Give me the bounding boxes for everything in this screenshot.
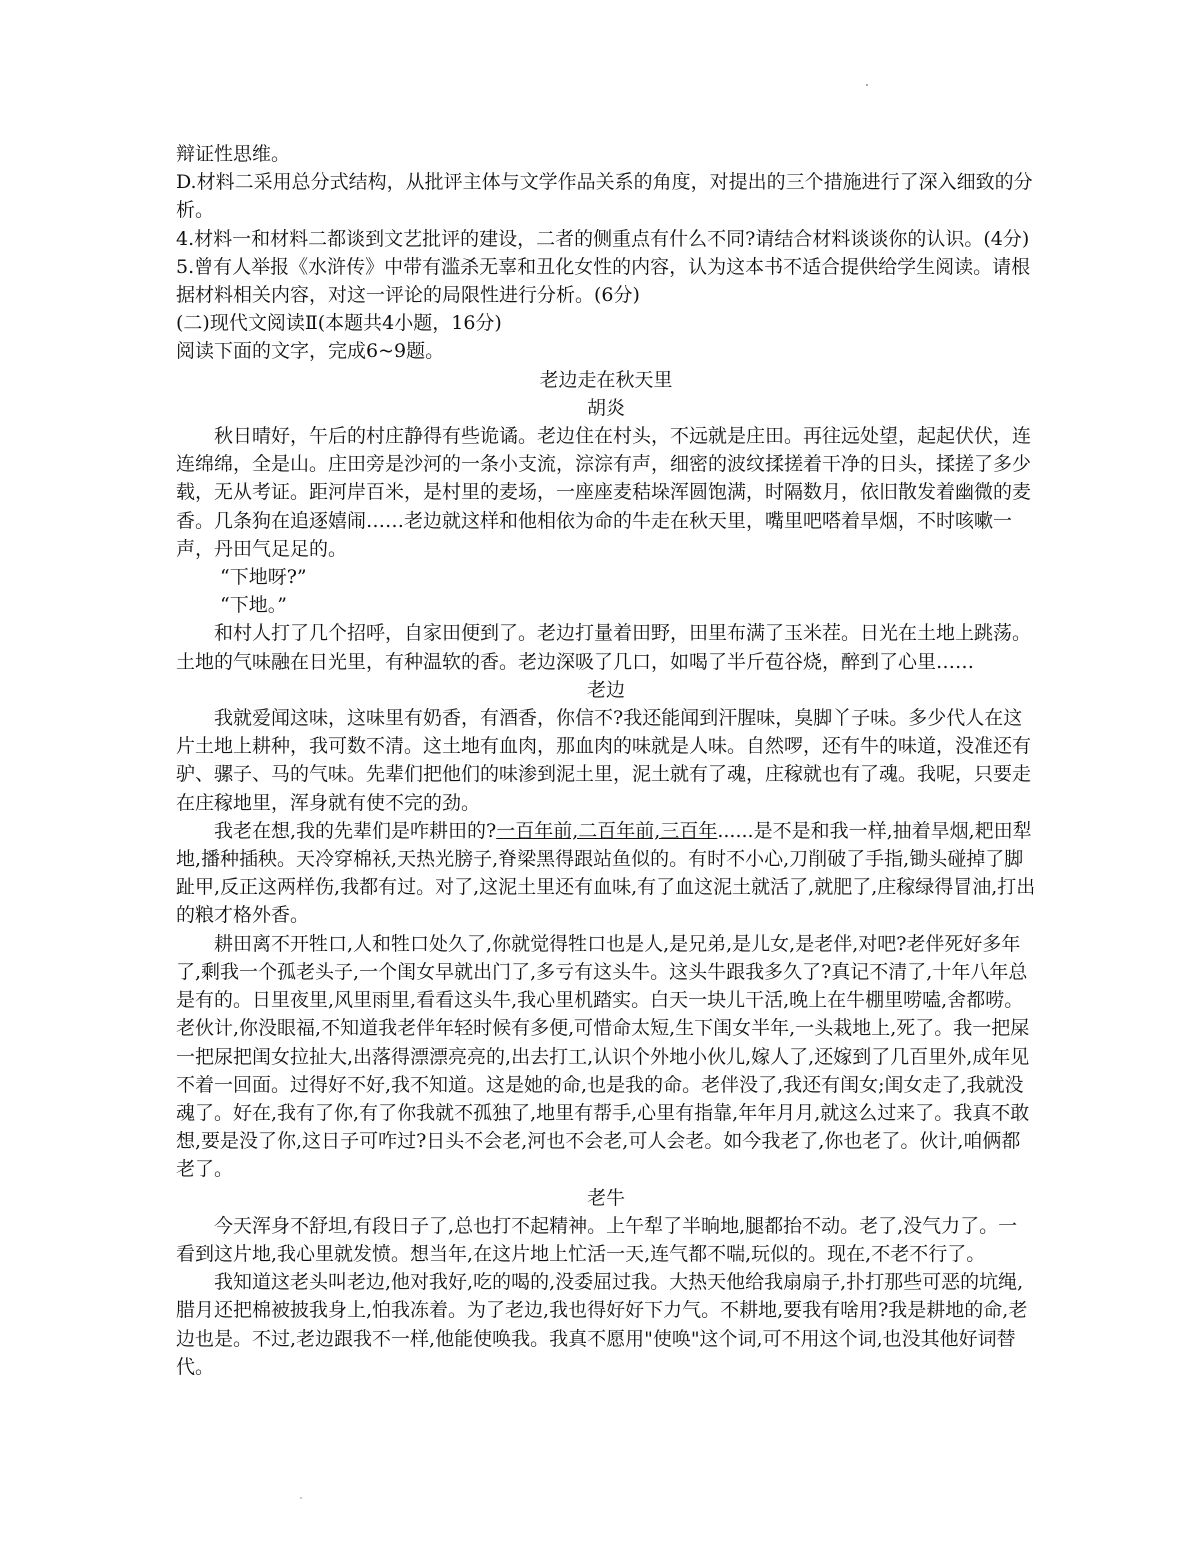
question-5: 5.曾有人举报《水浒传》中带有滥杀无辜和丑化女性的内容，认为这本书不适合提供给学生阅读。请根据材料相关内容，对这一评论的局限性进行分析。(6分) [176,255,1031,307]
scan-speck [866,84,868,86]
scan-speck [300,1497,302,1499]
story-paragraph-6: 今天浑身不舒坦,有段日子了,总也打不起精神。上午犁了半晌地,腿都抬不动。老了,没气力了。一看到这片地,我心里就发愤。想当年,在这片地上忙活一天,连气都不喘,玩似的。现在,不老不行了。 [176,1214,1018,1265]
story-title: 老边走在秋天里 [539,368,673,391]
document-page [176,140,1036,1381]
story-paragraph-5: 耕田离不开牲口,人和牲口处久了,你就觉得牲口也是人,是兄弟,是儿女,是老伴,对吧?老伴死好多年了,剩我一个孤老头子,一个闺女早就出门了,多亏有这头牛。这头牛跟我多久了?真记不清了,十年八年总是有的。日里夜里,风里雨里,看看这头牛,我心里机踏实。白天一块儿干活,晚上在牛棚里唠嗑,舍都唠。老伙计,你没眼福,不知道我老伴年轻时候有多便,可惜命太短,生下闺女半年,一头栽地上,死了。我一把屎一把尿把闺女拉扯大,出落得漂漂亮亮的,出去打工,认识个外地小伙儿,嫁人了,还嫁到了几百里外,成年见不着一回面。过得好不好,我不知道。这是她的命,也是我的命。老伴没了,我还有闺女;闺女走了,我就没魂了。好在,我有了你,有了你我就不孤独了,地里有帮手,心里有指靠,年年月月,就这么过来了。我真不敢想,要是没了你,这日子可咋过?日头不会老,河也不会老,可人会老。如今我老了,你也老了。伙计,咱俩都老了。 [176,932,1030,1181]
dialogue-line-2: “下地。” [220,594,287,617]
story-paragraph-3: 我就爱闻这味，这味里有奶香，有酒香，你信不?我还能闻到汗腥味，臭脚丫子味。多少代人在这片土地上耕种，我可数不清。这土地有血肉，那血肉的味就是人味。自然啰，还有牛的味道，没准还有驴、骡子、马的气味。先辈们把他们的味渗到泥土里，泥土就有了魂，庄稼就也有了魂。我呢，只要走在庄稼地里，浑身就有使不完的劲。 [176,707,1032,814]
option-d: D.材料二采用总分式结构，从批评主体与文学作品关系的角度，对提出的三个措施进行了深入细致的分析。 [176,171,1033,222]
subheading-laoniu: 老牛 [586,1186,625,1209]
story-paragraph-2: 和村人打了几个招呼，自家田便到了。老边打量着田野，田里布满了玉米茬。日光在土地上跳荡。土地的气味融在日光里，有种温软的香。老边深吸了几口，如喝了半斤苞谷烧，醉到了心里…… [176,622,1032,673]
paragraph-4-rest: ......是不是和我一样,抽着旱烟,耙田犁地,播种插秧。天冷穿棉袄,天热光膀子,脊梁黑得跟站鱼似的。有时不小心,刀削破了手指,锄头碰掉了脚趾甲,反正这两样伤,我都有过。对了,这泥土里还有血味,有了血这泥土就活了,就肥了,庄稼绿得冒油,打出的粮才格外香。 [176,819,1036,927]
story-author: 胡炎 [586,396,625,419]
story-paragraph-1: 秋日晴好，午后的村庄静得有些诡谲。老边住在村头，不远就是庄田。再往远处望，起起伏伏，连连绵绵，全是山。庄田旁是沙河的一条小支流，淙淙有声，细密的波纹揉搓着干净的日头，揉搓了多少载，无从考证。距河岸百米，是村里的麦场，一座座麦秸垛浑圆饱满，时隔数月，依旧散发着幽微的麦香。几条狗在追逐嬉闹……老边就这样和他相依为命的牛走在秋天里，嘴里吧嗒着旱烟，不时咳嗽一声，丹田气足足的。 [176,425,1032,560]
story-paragraph-4 [176,817,1036,930]
section-heading: (二)现代文阅读Ⅱ(本题共4小题，16分) [176,312,502,335]
paragraph-4-start: 我老在想,我的先辈们是咋耕田的? [214,819,497,842]
subheading-laobian: 老边 [586,678,625,701]
story-paragraph-7: 我知道这老头叫老边,他对我好,吃的喝的,没委屈过我。大热天他给我扇扇子,扑打那些可恶的坑绳,腊月还把棉被披我身上,怕我冻着。为了老边,我也得好好下力气。不耕地,要我有啥用?我是耕地的命,老边也是。不过,老边跟我不一样,他能使唤我。我真不愿用"使唤"这个词,可不用这个词,也没其他好词替代。 [176,1271,1028,1378]
underlined-phrase: 一百年前,二百年前,三百年 [496,819,718,842]
reading-instruction: 阅读下面的文字，完成6~9题。 [176,340,445,363]
paragraph-continuation: 辩证性思维。 [176,143,291,165]
question-4: 4.材料一和材料二都谈到文艺批评的建设，二者的侧重点有什么不同?请结合材料谈谈你的认识。(4分) [176,227,1030,250]
dialogue-line-1: “下地呀?” [220,566,307,589]
